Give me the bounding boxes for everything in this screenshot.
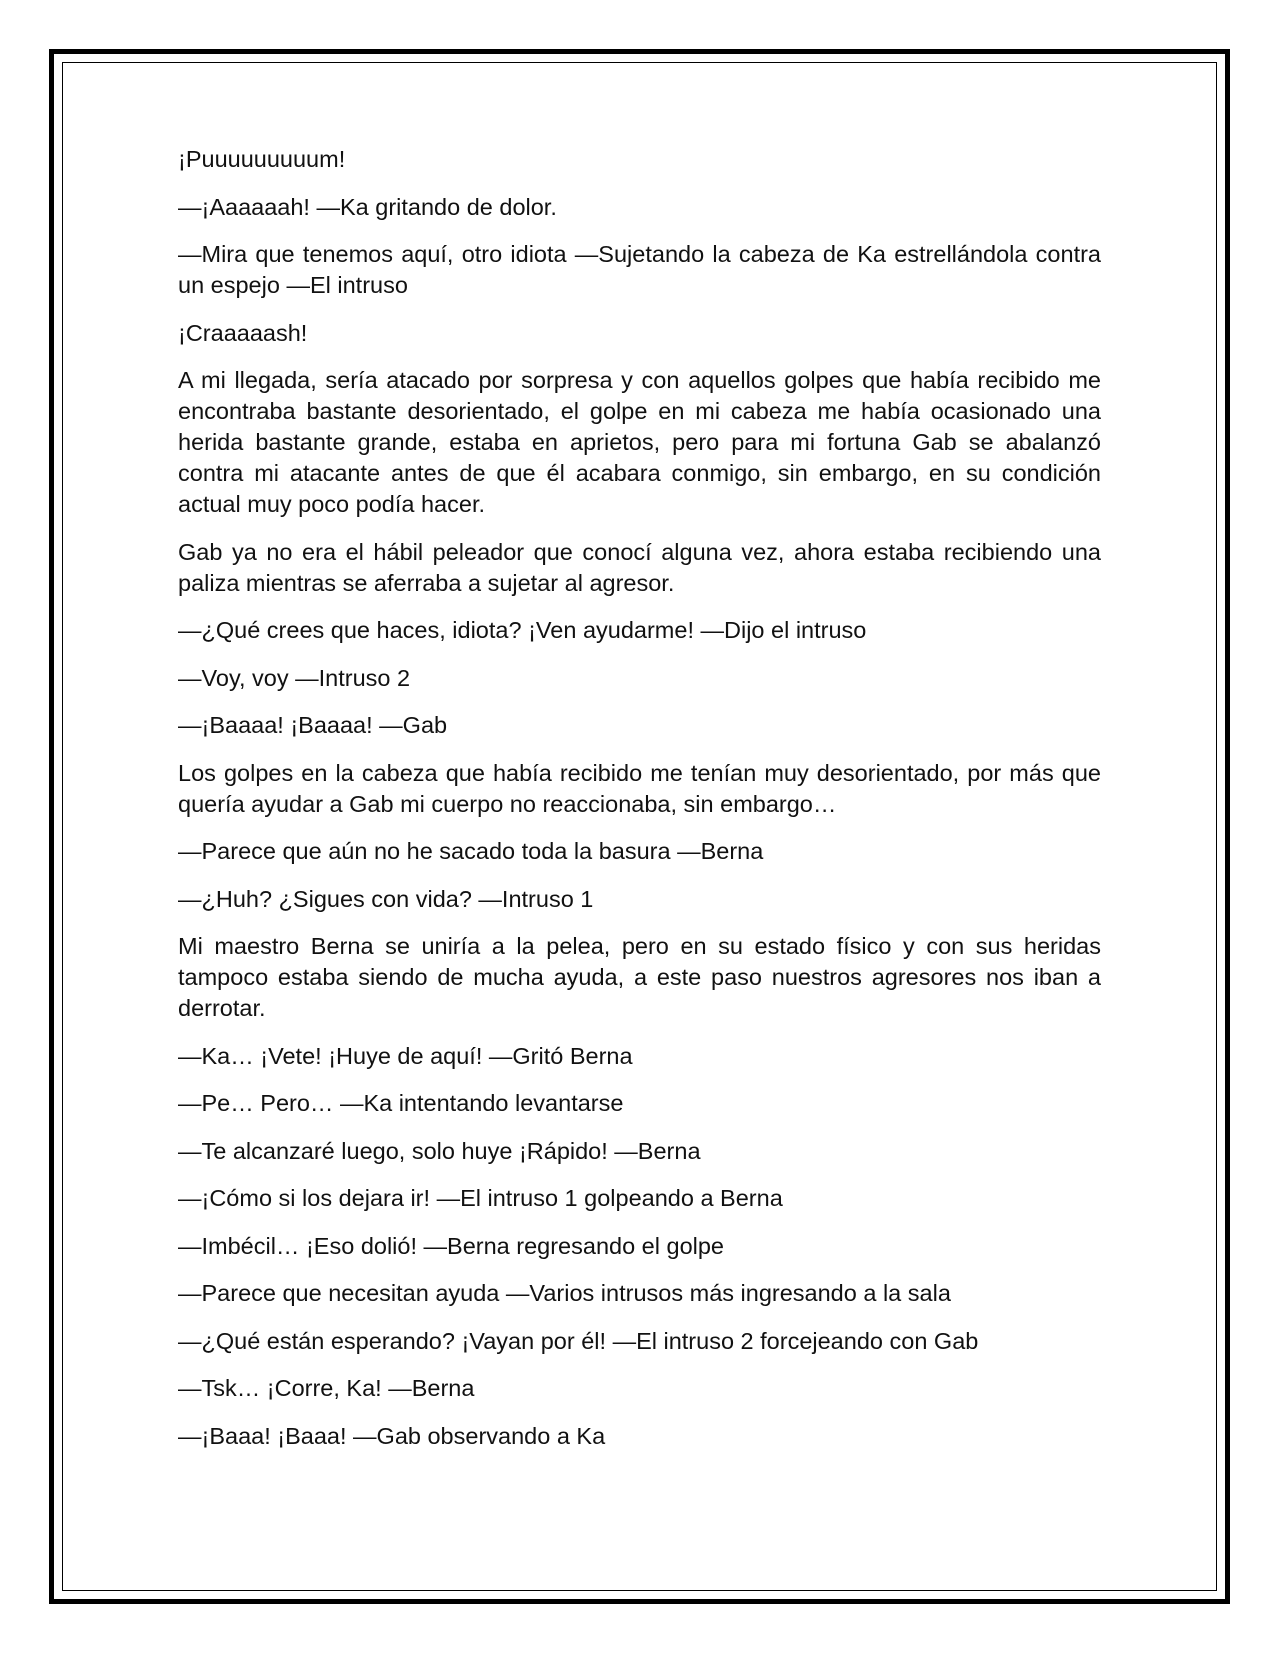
paragraph: —Ka… ¡Vete! ¡Huye de aquí! —Gritó Berna <box>178 1042 633 1069</box>
paragraph: —¿Qué crees que haces, idiota? ¡Ven ayudarme! —Dijo el intruso <box>178 617 867 643</box>
paragraph: —¿Qué están esperando? ¡Vayan por él! —El intruso 2 forcejeando con Gab <box>178 1327 979 1354</box>
paragraph: —Pe… Pero… —Ka intentando levantarse <box>178 1090 624 1116</box>
document-body <box>178 144 1101 1468</box>
paragraph: —¡Baaaa! ¡Baaaa! —Gab <box>178 712 448 738</box>
paragraph: —¿Huh? ¿Sigues con vida? —Intruso 1 <box>178 885 594 912</box>
paragraph: —Imbécil… ¡Eso dolió! —Berna regresando el golpe <box>178 1232 724 1259</box>
paragraph: —Parece que necesitan ayuda —Varios intrusos más ingresando a la sala <box>178 1280 951 1306</box>
paragraph: Gab ya no era el hábil peleador que conocí alguna vez, ahora estaba recibiendo una paliza mientras se aferraba a sujetar al agresor. <box>178 538 1101 596</box>
paragraph: —Te alcanzaré luego, solo huye ¡Rápido! —Berna <box>178 1137 701 1164</box>
paragraph: —Mira que tenemos aquí, otro idiota —Sujetando la cabeza de Ka estrellándola contra un espejo —El intruso <box>178 241 1101 298</box>
paragraph: Mi maestro Berna se uniría a la pelea, pero en su estado físico y con sus heridas tampoco estaba siendo de mucha ayuda, a este paso nuestros agresores nos iban a derrotar. <box>178 933 1101 1021</box>
paragraph: —¡Cómo si los dejara ir! —El intruso 1 golpeando a Berna <box>178 1185 783 1211</box>
paragraph: —¡Aaaaaah! —Ka gritando de dolor. <box>178 193 557 220</box>
paragraph: —¡Baaa! ¡Baaa! —Gab observando a Ka <box>178 1422 606 1449</box>
paragraph: Los golpes en la cabeza que había recibido me tenían muy desorientado, por más que quería ayudar a Gab mi cuerpo no reaccionaba, sin embargo… <box>178 759 1101 817</box>
paragraph: —Tsk… ¡Corre, Ka! —Berna <box>178 1375 475 1401</box>
paragraph: —Parece que aún no he sacado toda la basura —Berna <box>178 838 764 864</box>
paragraph: —Voy, voy —Intruso 2 <box>178 664 411 691</box>
paragraph: ¡Puuuuuuuuum! <box>178 146 346 172</box>
paragraph: A mi llegada, sería atacado por sorpresa y con aquellos golpes que había recibido me encontraba bastante desorientado, el golpe en mi cabeza me había ocasionado una herida bastante grande, estaba en aprietos, pero para mi fortuna Gab se abalanzó contra mi atacante antes de que él acabara conmigo, sin embargo, en su condición actual muy poco podía hacer. <box>178 367 1101 517</box>
paragraph: ¡Craaaaash! <box>178 319 308 346</box>
